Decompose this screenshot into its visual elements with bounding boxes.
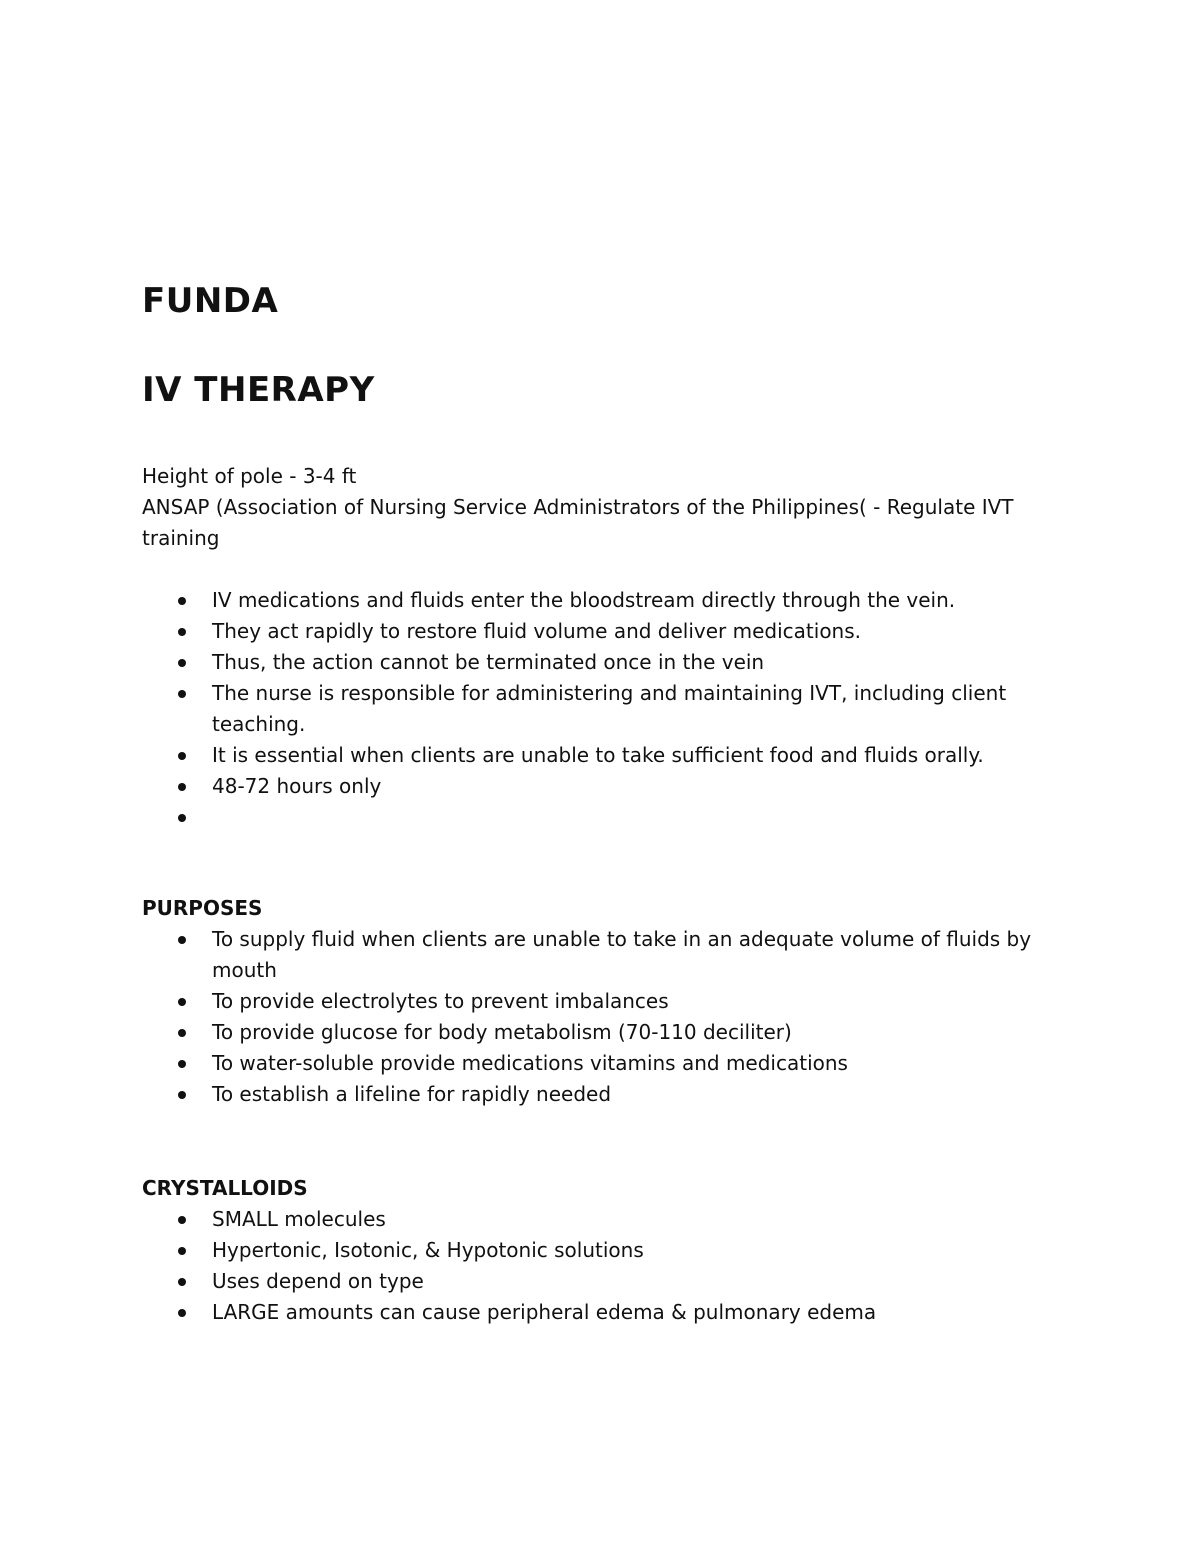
bullet-icon xyxy=(178,1247,186,1255)
bullet-icon xyxy=(178,814,186,822)
list-item xyxy=(142,1017,1042,1048)
list-item xyxy=(142,1204,1042,1235)
bullet-icon xyxy=(178,1216,186,1224)
list-item xyxy=(142,924,1042,986)
list-item-text: It is essential when clients are unable to take sufficient food and fluids orally. xyxy=(212,743,984,767)
list-item-text: Thus, the action cannot be terminated once in the vein xyxy=(212,650,765,674)
list-item xyxy=(142,986,1042,1017)
list-item xyxy=(142,1079,1042,1110)
section-title-iv-therapy: IV THERAPY xyxy=(142,370,375,410)
list-item xyxy=(142,1297,1042,1328)
bullet-icon xyxy=(178,659,186,667)
crystalloids-list xyxy=(142,1204,1042,1328)
list-item-text: Uses depend on type xyxy=(212,1269,424,1293)
bullet-icon xyxy=(178,1278,186,1286)
bullet-icon xyxy=(178,1309,186,1317)
list-item-text: The nurse is responsible for administering and maintaining IVT, including client teaching. xyxy=(212,681,1007,736)
list-item-text: They act rapidly to restore fluid volume and deliver medications. xyxy=(212,619,862,643)
intro-line-ansap: ANSAP (Association of Nursing Service Administrators of the Philippines( - Regulate IVT training xyxy=(142,495,1014,550)
list-item-text: Hypertonic, Isotonic, & Hypotonic solutions xyxy=(212,1238,644,1262)
document-title: FUNDA xyxy=(142,281,279,321)
section-heading-crystalloids: CRYSTALLOIDS xyxy=(142,1176,308,1200)
list-item-text: To provide electrolytes to prevent imbalances xyxy=(212,989,669,1013)
list-item xyxy=(142,647,1042,678)
purposes-list xyxy=(142,924,1042,1110)
list-item-text: To establish a lifeline for rapidly needed xyxy=(212,1082,612,1106)
iv-therapy-list xyxy=(142,585,1042,833)
bullet-icon xyxy=(178,1091,186,1099)
bullet-icon xyxy=(178,783,186,791)
list-item xyxy=(142,1235,1042,1266)
bullet-icon xyxy=(178,1060,186,1068)
bullet-icon xyxy=(178,998,186,1006)
list-item-text: SMALL molecules xyxy=(212,1207,386,1231)
list-item xyxy=(142,585,1042,616)
bullet-icon xyxy=(178,936,186,944)
section-heading-purposes: PURPOSES xyxy=(142,896,263,920)
list-item-text: LARGE amounts can cause peripheral edema & pulmonary edema xyxy=(212,1300,877,1324)
intro-line-pole-height: Height of pole - 3-4 ft xyxy=(142,464,357,488)
list-item-text: 48-72 hours only xyxy=(212,774,382,798)
list-item-text: To provide glucose for body metabolism (70-110 deciliter) xyxy=(212,1020,792,1044)
bullet-icon xyxy=(178,690,186,698)
bullet-icon xyxy=(178,1029,186,1037)
list-item-empty xyxy=(142,802,1042,833)
list-item xyxy=(142,678,1042,740)
list-item xyxy=(142,616,1042,647)
list-item xyxy=(142,771,1042,802)
list-item xyxy=(142,1048,1042,1079)
list-item-text: IV medications and fluids enter the bloodstream directly through the vein. xyxy=(212,588,956,612)
bullet-icon xyxy=(178,628,186,636)
list-item xyxy=(142,740,1042,771)
bullet-icon xyxy=(178,752,186,760)
intro-block xyxy=(142,461,1042,554)
list-item-text: To water-soluble provide medications vitamins and medications xyxy=(212,1051,848,1075)
list-item-text: To supply fluid when clients are unable to take in an adequate volume of fluids by mouth xyxy=(212,927,1032,982)
bullet-icon xyxy=(178,597,186,605)
list-item xyxy=(142,1266,1042,1297)
